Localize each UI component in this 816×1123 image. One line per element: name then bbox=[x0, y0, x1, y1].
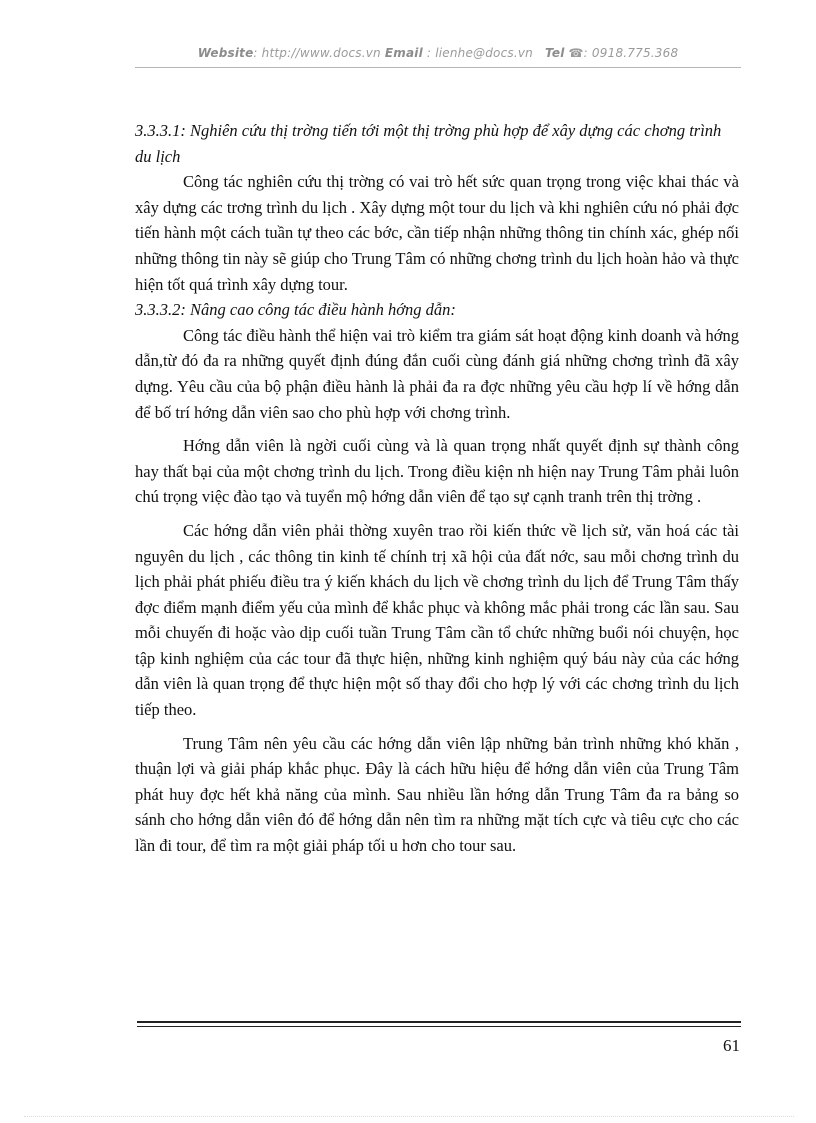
paragraph-2: Công tác điều hành thể hiện vai trò kiểm tra giám sát hoạt động kinh doanh và hớng dẫn,từ đó đa ra những quyết định đúng đắn cuối cùng đánh giá những chơng trình đã xây dựng. Yêu cầu của bộ phận điều hành là phải đa ra đợc những yêu cầu hợp lí về hớng dẫn để bố trí hớng dẫn viên sao cho phù hợp với chơng trình. bbox=[135, 325, 739, 422]
header-divider bbox=[135, 67, 741, 68]
page-number: 61 bbox=[723, 1036, 740, 1055]
tel-label: Tel bbox=[545, 46, 565, 60]
section-heading-3-3-3-2: 3.3.3.2: Nâng cao công tác điều hành hớng dẫn: bbox=[135, 300, 456, 320]
footer-divider-thick bbox=[137, 1021, 741, 1023]
email-label: Email bbox=[384, 46, 423, 60]
tel-value: ☎: 0918.775.368 bbox=[564, 46, 679, 60]
footer-divider-thin bbox=[137, 1026, 741, 1027]
page-bottom-border bbox=[24, 1116, 794, 1117]
paragraph-3: Hớng dẫn viên là ngời cuối cùng và là quan trọng nhất quyết định sự thành công hay thất bại của một chơng trình du lịch. Trong điều kiện nh hiện nay Trung Tâm phải luôn chú trọng việc đào tạo và tuyển mộ hớng dẫn viên để tạo sự cạnh tranh trên thị trờng . bbox=[135, 436, 739, 507]
document-body bbox=[135, 118, 739, 859]
page-header bbox=[135, 46, 741, 60]
section-heading-3-3-3-1: 3.3.3.1: Nghiên cứu thị trờng tiến tới một thị trờng phù hợp để xây dựng các chơng trình du lịch bbox=[135, 121, 722, 166]
email-value: : lienhe@docs.vn bbox=[422, 46, 533, 60]
paragraph-4: Các hớng dẫn viên phải thờng xuyên trao rồi kiến thức về lịch sử, văn hoá các tài nguyên du lịch , các thông tin kinh tế chính trị xã hội của đất nớc, sau mỗi chơng trình du lịch phải phát phiếu điều tra ý kiến khách du lịch về chơng trình du lịch để Trung Tâm thấy đợc điểm mạnh điểm yếu của mình để khắc phục và không mắc phải trong các lần sau. Sau mỗi chuyến đi hoặc vào dịp cuối tuần Trung Tâm cần tổ chức những buổi nói chuyện, học tập kinh nghiệm của các tour đã thực hiện, những kinh nghiệm quý báu này của các hớng dẫn viên là quan trọng để thực hiện một số thay đổi cho hợp lý với các chơng trình du lịch tiếp theo. bbox=[135, 520, 739, 720]
website-label: Website bbox=[197, 46, 254, 60]
paragraph-5: Trung Tâm nên yêu cầu các hớng dẫn viên lập những bản trình những khó khăn , thuận lợi và giải pháp khắc phục. Đây là cách hữu hiệu để hớng dẫn viên của Trung Tâm phát huy đợc hết khả năng của mình. Sau nhiều lần hớng dẫn Trung Tâm đa ra bảng so sánh cho hớng dẫn viên đó để hớng dẫn nên tìm ra những mặt tích cực và tiêu cực cho các lần đi tour, để tìm ra một giải pháp tối u hơn cho tour sau. bbox=[135, 733, 739, 856]
website-value: : http://www.docs.vn bbox=[253, 46, 381, 60]
paragraph-1: Công tác nghiên cứu thị trờng có vai trò hết sức quan trọng trong việc khai thác và xây dựng các trơng trình du lịch . Xây dựng một tour du lịch và khi nghiên cứu nó phải đợc tiến hành một cách tuần tự theo các bớc, cần tiếp nhận những thông tin chính xác, ghép nối những thông tin này sẽ giúp cho Trung Tâm có những chơng trình du lịch hoàn hảo và thực hiện tốt quá trình xây dựng tour. bbox=[135, 172, 739, 294]
